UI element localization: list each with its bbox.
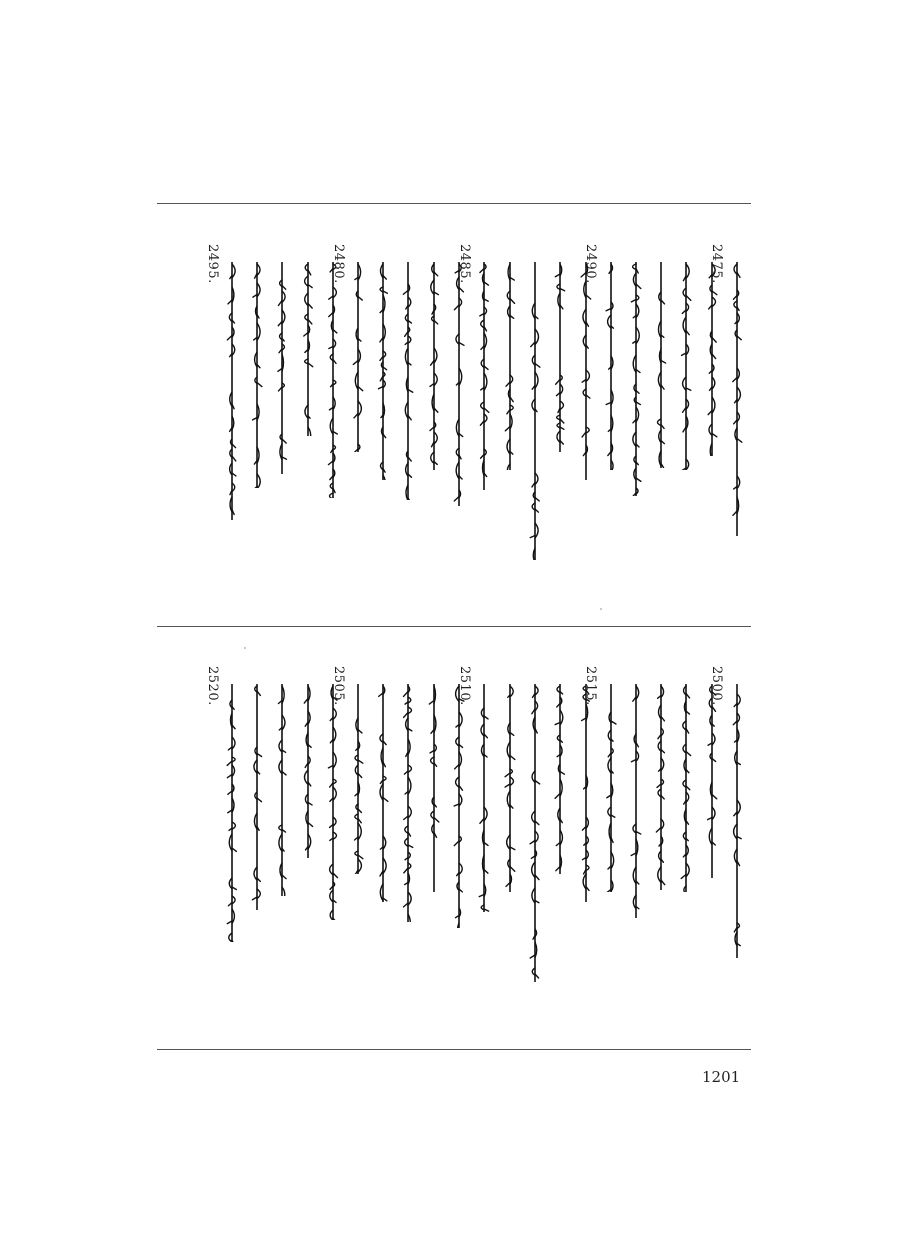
line-number-2495: 2495. bbox=[205, 244, 220, 284]
script-line bbox=[301, 684, 315, 858]
script-line bbox=[553, 684, 567, 874]
script-line bbox=[326, 684, 340, 920]
line-number-2515: 2515. bbox=[583, 666, 598, 706]
line-number-2500: 2500. bbox=[709, 666, 724, 706]
script-line bbox=[503, 684, 517, 892]
line-number-2510: 2510. bbox=[457, 666, 472, 706]
script-line bbox=[351, 684, 365, 874]
line-number-2485: 2485. bbox=[457, 244, 472, 284]
paper-speck bbox=[600, 608, 602, 610]
line-number-2505: 2505. bbox=[331, 666, 346, 706]
script-line bbox=[730, 684, 744, 958]
script-line bbox=[275, 684, 289, 896]
script-line bbox=[250, 684, 264, 910]
script-line bbox=[477, 684, 491, 912]
script-line bbox=[654, 684, 668, 890]
line-number-2520: 2520. bbox=[205, 666, 220, 706]
line-number-2490: 2490. bbox=[583, 244, 598, 284]
script-line bbox=[376, 684, 390, 902]
script-line bbox=[705, 684, 719, 878]
script-line bbox=[452, 684, 466, 928]
script-line bbox=[629, 684, 643, 918]
script-line bbox=[604, 684, 618, 892]
script-line bbox=[528, 684, 542, 982]
script-line bbox=[401, 684, 415, 922]
line-number-2475: 2475. bbox=[709, 244, 724, 284]
paper-speck bbox=[244, 647, 246, 649]
page-number: 1201 bbox=[702, 1068, 741, 1086]
script-line bbox=[427, 684, 441, 892]
script-line bbox=[679, 684, 693, 892]
script-line bbox=[225, 684, 239, 942]
line-number-2480: 2480. bbox=[331, 244, 346, 284]
script-line bbox=[579, 684, 593, 902]
